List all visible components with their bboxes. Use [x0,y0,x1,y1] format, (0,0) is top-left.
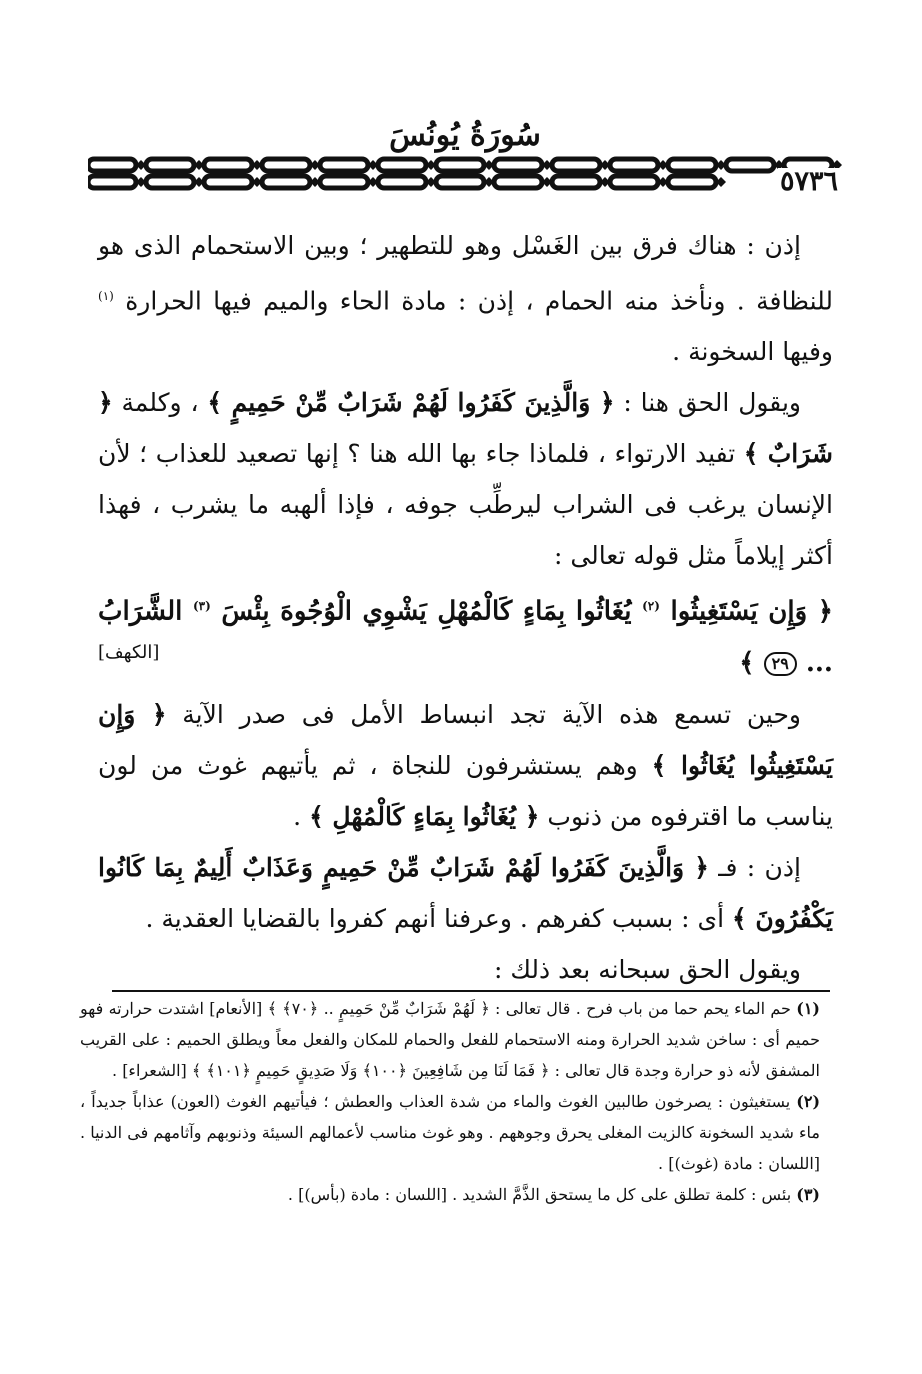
footnote-ref-3: (٣) [192,599,211,614]
paragraph-2-text-c: تفيد الارتواء ، فلماذا جاء بها الله هنا ؟ إنها تصعيد للعذاب ؛ لأن الإنسان يرغب فى الشراب ليرطِّب جوفه ، فإذا ألهبه ما يشرب ، فهذا أكثر إيلاماً مثل قوله تعالى : [98,439,833,571]
paragraph-5: ويقول الحق سبحانه بعد ذلك : [493,954,801,984]
chain-link [320,176,368,188]
chain-link [610,159,658,171]
paragraph-2-text-b: ، وكلمة [112,388,208,418]
chain-link [668,176,716,188]
paragraph-4-text-b: أى : بسبب كفرهم . وعرفنا أنهم كفروا بالقضايا العقدية . [145,903,732,933]
footnote-ref-2: (٢) [642,599,660,614]
chain-link [494,176,542,188]
quran-quote: ﴿ يُغَاثُوا بِمَاءٍ كَالْمُهْلِ ﴾ [309,801,540,831]
paragraph-3-text-a: وحين تسمع هذه الآية تجد انبساط الأمل فى صدر الآية [166,699,801,729]
verse-text-b: يُغَاثُوا بِمَاءٍ كَالْمُهْلِ يَشْوِي الْوُجُوهَ بِئْسَ [210,596,643,627]
chain-link [436,159,484,171]
footnote-number: (٣) [796,1185,820,1204]
quran-quote: ﴿ وَالَّذِينَ كَفَرُوا لَهُمْ شَرَابٌ مِّنْ حَمِيمٍ ﴾ [207,388,615,418]
chain-link [262,176,310,188]
footnote-3 [80,1179,820,1210]
paragraph-3 [98,689,833,842]
chain-link [146,176,194,188]
quran-quote: ﴿ وَإِن يَسْتَغِيثُوا يُغَاثُوا ﴾ [98,699,833,780]
paragraph-2 [98,377,833,581]
ayah-number: ٢٩ [764,652,797,676]
quran-quote: ﴿ شَرَابٌ ﴾ [98,388,833,469]
surah-reference: [الكهف] [98,642,160,664]
chain-ornament-icon [88,152,868,196]
footnote-number: (١) [796,999,820,1018]
chain-link [204,176,252,188]
chain-link [320,159,368,171]
paragraph-1 [98,220,833,377]
chain-link [552,176,600,188]
footnote-text: بئس : كلمة تطلق على كل ما يستحق الذَّمَّ الشديد . [اللسان : مادة (بأس)] . [287,1185,797,1204]
paragraph-3-text-b: وهم يستشرفون للنجاة ، ثم يأتيهم غوث من لون يناسب ما اقترفوه من ذنوب [98,750,833,831]
chain-link [204,159,252,171]
chain-link [726,159,774,171]
verse-text-a: ﴿ وَإِن يَسْتَغِيثُوا [659,596,833,627]
footnote-text: حم الماء يحم حما من باب فرح . قال تعالى : ﴿ لَهُمْ شَرَابٌ مِّنْ حَمِيمٍ .. ﴿٧٠﴾ ﴾ [الأنعام] اشتدت حرارته فهو حميم أى : ساخن شديد الحرارة ومنه الاستحمام للفعل والحمام للمكان والفعل معاً ويطلق الحميم : على القريب المشفق لأنه ذو حرارة وجدة قال تعالى : ﴿ فَمَا لَنَا مِن شَافِعِينَ ﴿١٠٠﴾ وَلَا صَدِيقٍ حَمِيمٍ ﴿١٠١﴾ ﴾ [الشعراء] . [80,999,820,1080]
chain-link [378,159,426,171]
chain-link [494,159,542,171]
surah-title: سُورَةُ يُونُسَ [389,118,541,153]
chain-link [88,176,136,188]
chain-link [610,176,658,188]
footnote-ref-1: (١) [98,289,114,303]
chain-link [552,159,600,171]
footnote-separator [112,990,830,992]
chain-link [146,159,194,171]
footnote-number: (٢) [796,1092,821,1111]
chain-link [262,159,310,171]
quran-quote: ﴿ وَالَّذِينَ كَفَرُوا لَهُمْ شَرَابٌ مِّنْ حَمِيمٍ وَعَذَابٌ أَلِيمٌ بِمَا كَانُوا يَكْفُرُونَ ﴾ [98,852,833,933]
verse-text-c: الشَّرَابُ ... [98,596,833,678]
paragraph-3-text-c: . [293,801,310,831]
footnotes [80,993,820,1210]
footnote-2 [80,1086,820,1179]
chain-link [436,176,484,188]
paragraph-1-text: إذن : هناك فرق بين الغَسْل وهو للتطهير ؛ وبين الاستحمام الذى هو للنظافة . ونأخذ منه الحمام ، إذن : مادة الحاء والميم فيها الحرارة [98,231,834,316]
chain-link [668,159,716,171]
verse-block [98,581,833,689]
quoted-verse [98,581,833,689]
paragraph-1-end: وفيها السخونة . [672,337,833,367]
ornamental-border [88,152,868,196]
paragraph-4-text-a: إذن : فـ [708,852,801,882]
paragraph-4 [98,842,833,944]
chain-link [88,159,136,171]
footnote-text: يستغيثون : يصرخون طالبين الغوث والماء من شدة العذاب والعطش ؛ فيأتيهم الغوث (العون) عذاباً جديداً ، ماء شديد السخونة كالزيت المغلى يحرق وجوههم . وهو غوث مناسب لأعمالهم السيئة وذنوبهم وآثامهم فى الدنيا . [اللسان : مادة (غوث)] . [80,1092,820,1173]
main-text [98,220,833,995]
verse-close: ﴾ [739,647,764,678]
paragraph-2-text-a: ويقول الحق هنا : [614,388,801,418]
page-number: ٥٧٣٦ [779,166,838,197]
footnote-1 [80,993,820,1086]
chain-link [378,176,426,188]
